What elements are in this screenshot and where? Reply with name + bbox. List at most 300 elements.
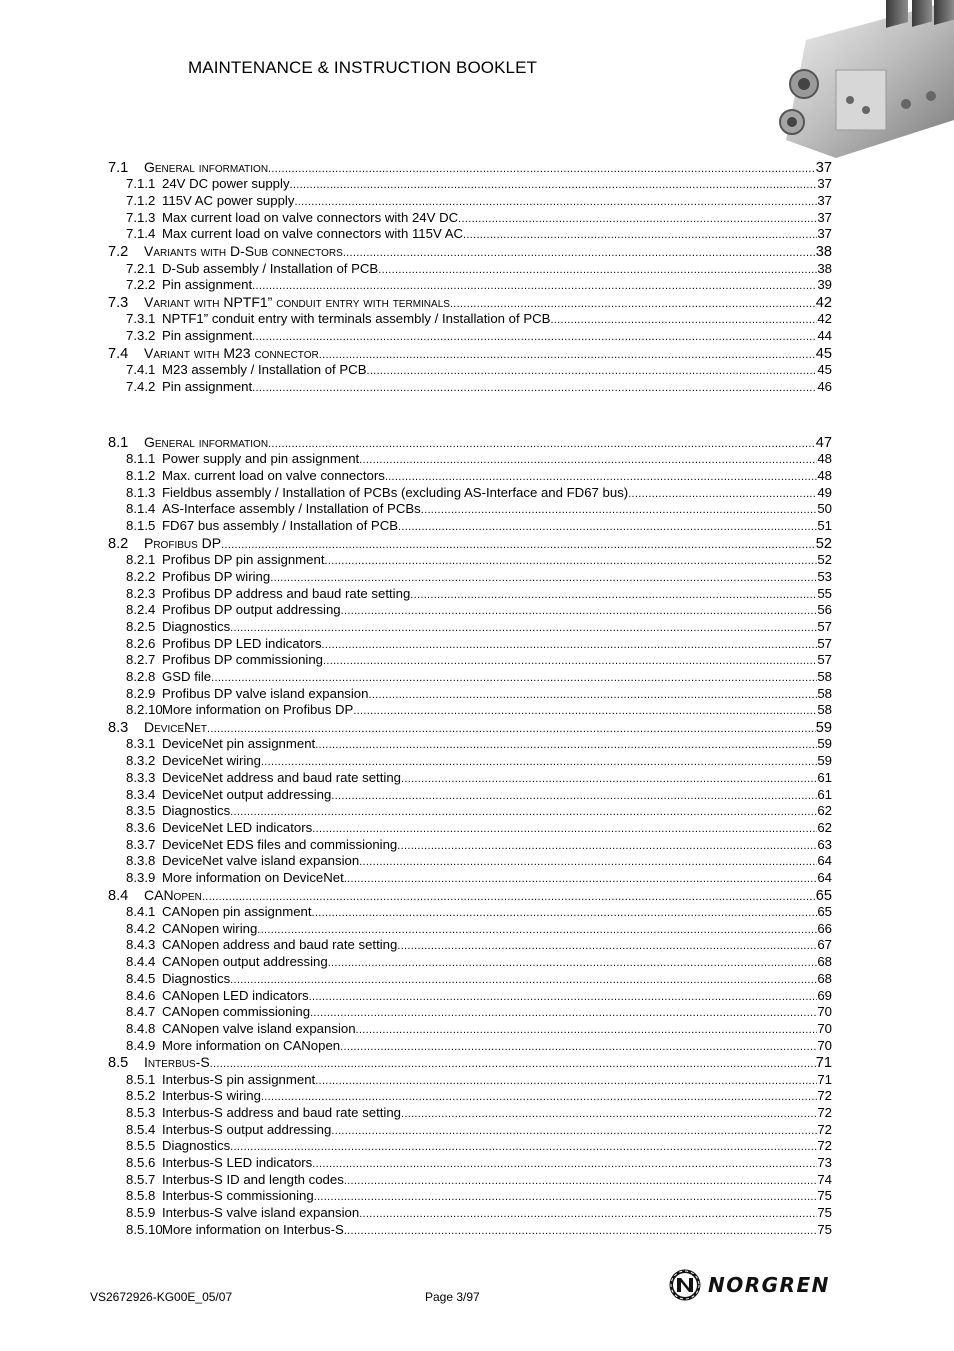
- toc-subsection-entry[interactable]: [108, 904, 832, 921]
- toc-dot-leader: [359, 1208, 817, 1220]
- toc-dot-leader: [344, 1175, 818, 1187]
- toc-dot-leader: [310, 1007, 817, 1019]
- toc-subsection-entry[interactable]: [108, 736, 832, 753]
- toc-subsection-entry[interactable]: [108, 226, 832, 243]
- toc-entry-page: 46: [817, 378, 832, 394]
- toc-entry-page: 45: [817, 362, 832, 378]
- toc-entry-page: 72: [817, 1138, 832, 1154]
- toc-entry-page: 73: [817, 1155, 832, 1171]
- toc-entry-title: DeviceNet pin assignment: [162, 736, 316, 752]
- toc-entry-number: 7.2.2: [126, 277, 156, 293]
- toc-entry-page: 63: [817, 836, 832, 852]
- toc-entry-page: 48: [817, 451, 832, 467]
- toc-entry-page: 52: [817, 552, 832, 568]
- toc-entry-page: 42: [817, 311, 832, 327]
- toc-dot-leader: [328, 957, 818, 969]
- toc-dot-leader: [312, 823, 817, 835]
- toc-subsection-entry[interactable]: [108, 176, 832, 193]
- toc-entry-number: 7.2.1: [126, 260, 156, 276]
- toc-entry-number: 8.4.1: [126, 904, 156, 920]
- toc-entry-number: 7.3.2: [126, 327, 156, 343]
- toc-section-entry[interactable]: [108, 434, 832, 451]
- toc-entry-title: General information: [144, 159, 269, 175]
- toc-dot-leader: [323, 655, 817, 667]
- toc-dot-leader: [270, 572, 817, 584]
- toc-dot-leader: [230, 1141, 817, 1153]
- toc-entry-title: Profibus DP address and baud rate setting: [162, 585, 411, 601]
- toc-entry-page: 58: [817, 669, 832, 685]
- toc-entry-page: 59: [817, 736, 832, 752]
- toc-entry-page: 75: [817, 1221, 832, 1237]
- toc-subsection-entry[interactable]: [108, 328, 832, 345]
- toc-section-entry[interactable]: [108, 719, 832, 736]
- toc-entry-number: 8.2.4: [126, 602, 156, 618]
- toc-entry-page: 69: [817, 987, 832, 1003]
- toc-dot-leader: [331, 790, 817, 802]
- toc-entry-number: 8.5.6: [126, 1155, 156, 1171]
- toc-entry-number: 8.5.3: [126, 1105, 156, 1121]
- toc-entry-title: DeviceNet: [144, 719, 208, 736]
- toc-dot-leader: [450, 298, 816, 310]
- toc-dot-leader: [315, 1075, 817, 1087]
- toc-dot-leader: [309, 991, 818, 1003]
- toc-entry-page: 75: [817, 1188, 832, 1204]
- toc-subsection-entry[interactable]: [108, 1188, 832, 1205]
- toc-entry-title: More information on Interbus-S: [162, 1221, 344, 1237]
- toc-entry-number: 8.5.7: [126, 1171, 156, 1187]
- toc-entry-number: 8.3.9: [126, 869, 156, 885]
- toc-entry-title: Interbus-S ID and length codes: [162, 1171, 344, 1187]
- toc-entry-number: 7.1.3: [126, 209, 156, 225]
- toc-subsection-entry[interactable]: [108, 1138, 832, 1155]
- toc-dot-leader: [322, 639, 818, 651]
- toc-dot-leader: [230, 974, 817, 986]
- toc-entry-title: Diagnostics: [162, 618, 231, 634]
- toc-subsection-entry[interactable]: [108, 971, 832, 988]
- toc-entry-title: Interbus-S wiring: [162, 1088, 261, 1104]
- toc-subsection-entry[interactable]: [108, 686, 832, 703]
- toc-entry-page: 48: [817, 468, 832, 484]
- toc-entry-title: GSD file: [162, 669, 212, 685]
- toc-entry-page: 58: [817, 702, 832, 718]
- toc-entry-page: 56: [817, 602, 832, 618]
- toc-entry-title: Max current load on valve connectors with 24V DC: [162, 209, 459, 225]
- toc-entry-page: 59: [815, 720, 832, 737]
- toc-dot-leader: [368, 689, 817, 701]
- toc-dot-leader: [550, 314, 817, 326]
- toc-subsection-entry[interactable]: [108, 837, 832, 854]
- toc-entry-page: 52: [815, 535, 832, 552]
- toc-entry-title: More information on DeviceNet: [162, 869, 344, 885]
- toc-dot-leader: [628, 488, 817, 500]
- toc-dot-leader: [261, 756, 817, 768]
- toc-entry-number: 7.1: [108, 160, 129, 176]
- toc-entry-page: 74: [817, 1171, 832, 1187]
- toc-entry-page: 64: [817, 853, 832, 869]
- toc-entry-number: 7.1.1: [126, 176, 156, 192]
- toc-entry-title: 24V DC power supply: [162, 176, 290, 192]
- toc-subsection-entry[interactable]: [108, 485, 832, 502]
- toc-entry-title: CANopen LED indicators: [162, 987, 309, 1003]
- document-code: VS2672926-KG00E_05/07: [90, 1290, 233, 1304]
- toc-dot-leader: [401, 773, 817, 785]
- toc-entry-page: 37: [817, 209, 832, 225]
- toc-entry-title: Profibus DP pin assignment: [162, 552, 325, 568]
- toc-dot-leader: [421, 504, 818, 516]
- toc-subsection-entry[interactable]: [108, 277, 832, 294]
- toc-subsection-entry[interactable]: [108, 669, 832, 686]
- toc-entry-number: 8.5: [108, 1055, 129, 1072]
- toc-section-entry[interactable]: [108, 243, 832, 260]
- toc-entry-title: Profibus DP output addressing: [162, 602, 341, 618]
- toc-entry-page: 68: [817, 954, 832, 970]
- toc-entry-title: DeviceNet LED indicators: [162, 819, 313, 835]
- toc-entry-number: 8.4.2: [126, 920, 156, 936]
- toc-entry-page: 75: [817, 1205, 832, 1221]
- toc-subsection-entry[interactable]: [108, 1072, 832, 1089]
- toc-entry-title: Diagnostics: [162, 1138, 231, 1154]
- toc-subsection-entry[interactable]: [108, 988, 832, 1005]
- toc-dot-leader: [221, 539, 816, 551]
- toc-entry-title: Diagnostics: [162, 803, 231, 819]
- toc-entry-page: 37: [815, 160, 832, 176]
- toc-subsection-entry[interactable]: [108, 870, 832, 887]
- toc-entry-number: 8.3.1: [126, 736, 156, 752]
- toc-dot-leader: [210, 1058, 816, 1070]
- toc-dot-leader: [401, 1108, 817, 1120]
- toc-dot-leader: [294, 196, 817, 208]
- toc-dot-leader: [207, 723, 816, 735]
- toc-dot-leader: [378, 264, 817, 276]
- toc-subsection-entry[interactable]: [108, 937, 832, 954]
- toc-entry-page: 72: [817, 1088, 832, 1104]
- toc-entry-title: Profibus DP wiring: [162, 568, 271, 584]
- toc-dot-leader: [315, 739, 817, 751]
- toc-entry-title: CANopen commissioning: [162, 1004, 311, 1020]
- toc-dot-leader: [202, 891, 816, 903]
- toc-entry-page: 62: [817, 803, 832, 819]
- toc-entry-page: 44: [817, 327, 832, 343]
- toc-entry-number: 8.3.2: [126, 753, 156, 769]
- toc-entry-page: 65: [815, 887, 832, 904]
- toc-subsection-entry[interactable]: [108, 787, 832, 804]
- toc-entry-page: 71: [817, 1071, 832, 1087]
- toc-subsection-entry[interactable]: [108, 193, 832, 210]
- toc-subsection-entry[interactable]: [108, 210, 832, 227]
- toc-entry-page: 68: [817, 970, 832, 986]
- toc-entry-number: 8.1.5: [126, 518, 156, 534]
- toc-entry-number: 8.3.5: [126, 803, 156, 819]
- toc-entry-title: CANopen wiring: [162, 920, 258, 936]
- brand-name: NORGREN: [708, 1273, 830, 1297]
- toc-entry-title: 115V AC power supply: [162, 193, 295, 209]
- toc-entry-page: 47: [815, 435, 832, 451]
- toc-section-entry[interactable]: [108, 1054, 832, 1071]
- toc-dot-leader: [252, 382, 817, 394]
- toc-dot-leader: [398, 521, 817, 533]
- toc-entry-number: 8.2.10: [126, 702, 163, 718]
- toc-dot-leader: [356, 1024, 818, 1036]
- toc-entry-number: 7.4.1: [126, 362, 156, 378]
- toc-entry-page: 59: [817, 753, 832, 769]
- toc-entry-number: 8.4.8: [126, 1020, 156, 1036]
- toc-subsection-entry[interactable]: [108, 1088, 832, 1105]
- toc-dot-leader: [458, 213, 817, 225]
- toc-entry-title: D-Sub assembly / Installation of PCB: [162, 260, 379, 276]
- toc-entry-number: 7.4: [108, 345, 129, 362]
- toc-entry-number: 8.3.6: [126, 819, 156, 835]
- toc-entry-title: Max. current load on valve connectors: [162, 468, 385, 484]
- toc-entry-number: 7.3: [108, 294, 129, 311]
- toc-entry-title: DeviceNet address and baud rate setting: [162, 769, 401, 785]
- page-number: Page 3/97: [425, 1290, 480, 1304]
- toc-subsection-entry[interactable]: [108, 702, 832, 719]
- toc-subsection-entry[interactable]: [108, 586, 832, 603]
- toc-entry-page: 38: [817, 260, 832, 276]
- toc-entry-page: 57: [817, 635, 832, 651]
- toc-entry-number: 8.2.8: [126, 669, 156, 685]
- toc-entry-page: 58: [817, 685, 832, 701]
- toc-entry-number: 8.1: [108, 435, 129, 451]
- toc-subsection-entry[interactable]: [108, 552, 832, 569]
- toc-subsection-entry[interactable]: [108, 362, 832, 379]
- toc-entry-number: 8.4.6: [126, 987, 156, 1003]
- toc-entry-page: 67: [817, 937, 832, 953]
- toc-entry-page: 50: [817, 501, 832, 517]
- toc-entry-title: More information on Profibus DP: [162, 702, 354, 718]
- toc-entry-title: Pin assignment: [162, 277, 253, 293]
- toc-subsection-entry[interactable]: [108, 451, 832, 468]
- toc-entry-page: 37: [817, 193, 832, 209]
- toc-entry-title: DeviceNet EDS files and commissioning: [162, 836, 398, 852]
- toc-dot-leader: [290, 179, 818, 191]
- toc-entry-page: 61: [817, 769, 832, 785]
- toc-subsection-entry[interactable]: [108, 820, 832, 837]
- toc-subsection-entry[interactable]: [108, 619, 832, 636]
- toc-subsection-entry[interactable]: [108, 803, 832, 820]
- toc-entry-title: Pin assignment: [162, 327, 253, 343]
- toc-subsection-entry[interactable]: [108, 652, 832, 669]
- toc-entry-number: 8.3.3: [126, 769, 156, 785]
- toc-dot-leader: [359, 856, 817, 868]
- toc-section-7: [108, 159, 832, 395]
- toc-entry-title: Interbus-S: [144, 1054, 210, 1071]
- toc-entry-title: Interbus-S output addressing: [162, 1121, 332, 1137]
- toc-entry-page: 37: [817, 176, 832, 192]
- brand-logo: [668, 1268, 830, 1302]
- toc-entry-number: 7.1.4: [126, 226, 156, 242]
- toc-subsection-entry[interactable]: [108, 569, 832, 586]
- toc-entry-number: 8.1.4: [126, 501, 156, 517]
- norgren-logo-icon: [668, 1268, 702, 1302]
- toc-entry-title: CANopen output addressing: [162, 954, 328, 970]
- toc-subsection-entry[interactable]: [108, 1122, 832, 1139]
- toc-entry-title: CANopen pin assignment: [162, 904, 312, 920]
- toc-entry-number: 7.4.2: [126, 378, 156, 394]
- toc-subsection-entry[interactable]: [108, 501, 832, 518]
- toc-entry-page: 39: [817, 277, 832, 293]
- valve-island-photo: [766, 0, 954, 158]
- toc-dot-leader: [257, 924, 817, 936]
- toc-entry-page: 65: [817, 904, 832, 920]
- toc-entry-page: 64: [817, 869, 832, 885]
- toc-dot-leader: [268, 438, 816, 450]
- toc-subsection-entry[interactable]: [108, 261, 832, 278]
- toc-dot-leader: [252, 331, 817, 343]
- toc-subsection-entry[interactable]: [108, 1021, 832, 1038]
- toc-entry-page: 72: [817, 1105, 832, 1121]
- toc-entry-page: 57: [817, 618, 832, 634]
- toc-entry-page: 37: [817, 226, 832, 242]
- toc-section-entry[interactable]: [108, 535, 832, 552]
- toc-dot-leader: [230, 806, 817, 818]
- toc-dot-leader: [385, 471, 817, 483]
- toc-dot-leader: [397, 940, 817, 952]
- toc-entry-page: 45: [815, 345, 832, 362]
- document-title: MAINTENANCE & INSTRUCTION BOOKLET: [188, 58, 538, 77]
- toc-entry-title: DeviceNet output addressing: [162, 786, 332, 802]
- toc-subsection-entry[interactable]: [108, 753, 832, 770]
- toc-subsection-entry[interactable]: [108, 311, 832, 328]
- toc-entry-number: 8.4.9: [126, 1037, 156, 1053]
- toc-entry-number: 8.5.8: [126, 1188, 156, 1204]
- toc-subsection-entry[interactable]: [108, 1172, 832, 1189]
- toc-entry-title: Power supply and pin assignment: [162, 451, 360, 467]
- toc-entry-number: 8.5.4: [126, 1121, 156, 1137]
- toc-dot-leader: [463, 229, 817, 241]
- toc-dot-leader: [353, 705, 817, 717]
- toc-entry-title: Interbus-S address and baud rate setting: [162, 1105, 401, 1121]
- toc-dot-leader: [325, 555, 818, 567]
- toc-subsection-entry[interactable]: [108, 602, 832, 619]
- toc-entry-title: Pin assignment: [162, 378, 253, 394]
- toc-entry-title: M23 assembly / Installation of PCB: [162, 362, 367, 378]
- toc-entry-title: Variants with D-Sub connectors: [144, 243, 343, 260]
- toc-subsection-entry[interactable]: [108, 1222, 832, 1239]
- toc-subsection-entry[interactable]: [108, 853, 832, 870]
- toc-entry-number: 8.3.7: [126, 836, 156, 852]
- toc-entry-title: Variant with M23 connector: [144, 344, 319, 361]
- toc-entry-title: Profibus DP: [144, 534, 222, 551]
- toc-section-entry[interactable]: [108, 294, 832, 311]
- toc-entry-number: 7.3.1: [126, 311, 156, 327]
- toc-entry-page: 70: [817, 1020, 832, 1036]
- toc-entry-page: 57: [817, 652, 832, 668]
- toc-entry-number: 8.1.3: [126, 484, 156, 500]
- toc-subsection-entry[interactable]: [108, 379, 832, 396]
- toc-entry-number: 8.4.4: [126, 954, 156, 970]
- toc-entry-number: 8.2.5: [126, 618, 156, 634]
- toc-entry-number: 8.4: [108, 887, 129, 904]
- toc-subsection-entry[interactable]: [108, 468, 832, 485]
- toc-dot-leader: [319, 349, 816, 361]
- toc-entry-title: DeviceNet wiring: [162, 753, 261, 769]
- toc-entry-title: CANopen address and baud rate setting: [162, 937, 398, 953]
- toc-section-8: [108, 434, 832, 1239]
- toc-entry-number: 7.1.2: [126, 193, 156, 209]
- toc-subsection-entry[interactable]: [108, 1004, 832, 1021]
- toc-entry-title: Variant with NPTF1” conduit entry with terminals: [144, 293, 450, 310]
- toc-entry-title: General information: [144, 434, 269, 450]
- toc-section-entry[interactable]: [108, 887, 832, 904]
- toc-dot-leader: [341, 605, 818, 617]
- toc-subsection-entry[interactable]: [108, 1038, 832, 1055]
- toc-subsection-entry[interactable]: [108, 1205, 832, 1222]
- toc-entry-number: 8.4.5: [126, 970, 156, 986]
- toc-entry-title: Profibus DP valve island expansion: [162, 685, 369, 701]
- toc-dot-leader: [211, 672, 817, 684]
- toc-entry-title: Interbus-S valve island expansion: [162, 1205, 360, 1221]
- toc-entry-number: 8.4.3: [126, 937, 156, 953]
- toc-dot-leader: [331, 1125, 817, 1137]
- toc-entry-number: 8.2.3: [126, 585, 156, 601]
- toc-entry-number: 8.2.7: [126, 652, 156, 668]
- toc-entry-number: 8.5.1: [126, 1071, 156, 1087]
- toc-dot-leader: [343, 247, 816, 259]
- toc-entry-title: Fieldbus assembly / Installation of PCBs (excluding AS-Interface and FD67 bus): [162, 484, 629, 500]
- toc-subsection-entry[interactable]: [108, 518, 832, 535]
- toc-entry-title: Diagnostics: [162, 970, 231, 986]
- toc-dot-leader: [252, 280, 817, 292]
- toc-entry-page: 66: [817, 920, 832, 936]
- toc-subsection-entry[interactable]: [108, 954, 832, 971]
- toc-entry-page: 38: [815, 244, 832, 261]
- toc-entry-title: CANopen valve island expansion: [162, 1020, 356, 1036]
- toc-entry-number: 7.2: [108, 244, 129, 261]
- toc-subsection-entry[interactable]: [108, 1105, 832, 1122]
- toc-entry-title: AS-Interface assembly / Installation of PCBs: [162, 501, 421, 517]
- toc-dot-leader: [344, 1225, 818, 1237]
- toc-dot-leader: [397, 840, 817, 852]
- toc-entry-page: 51: [817, 518, 832, 534]
- toc-subsection-entry[interactable]: [108, 921, 832, 938]
- toc-entry-title: NPTF1” conduit entry with terminals assembly / Installation of PCB: [162, 311, 551, 327]
- toc-entry-number: 8.4.7: [126, 1004, 156, 1020]
- toc-dot-leader: [312, 1158, 817, 1170]
- toc-entry-page: 53: [817, 568, 832, 584]
- toc-entry-title: Interbus-S pin assignment: [162, 1071, 316, 1087]
- toc-entry-title: FD67 bus assembly / Installation of PCB: [162, 518, 399, 534]
- toc-dot-leader: [312, 907, 818, 919]
- toc-entry-page: 62: [817, 819, 832, 835]
- toc-entry-number: 8.2.6: [126, 635, 156, 651]
- toc-section-entry[interactable]: [108, 159, 832, 176]
- toc-entry-title: Interbus-S commissioning: [162, 1188, 314, 1204]
- toc-entry-number: 8.2.2: [126, 568, 156, 584]
- toc-dot-leader: [340, 1041, 817, 1053]
- toc-entry-number: 8.2.9: [126, 685, 156, 701]
- toc-entry-title: More information on CANopen: [162, 1037, 341, 1053]
- toc-entry-number: 8.5.9: [126, 1205, 156, 1221]
- toc-dot-leader: [314, 1191, 818, 1203]
- toc-section-entry[interactable]: [108, 345, 832, 362]
- toc-subsection-entry[interactable]: [108, 770, 832, 787]
- toc-entry-page: 61: [817, 786, 832, 802]
- toc-entry-page: 70: [817, 1037, 832, 1053]
- toc-dot-leader: [367, 365, 818, 377]
- toc-dot-leader: [230, 622, 817, 634]
- toc-entry-number: 8.3.8: [126, 853, 156, 869]
- toc-entry-number: 8.2: [108, 535, 129, 552]
- toc-entry-title: Profibus DP commissioning: [162, 652, 323, 668]
- toc-subsection-entry[interactable]: [108, 636, 832, 653]
- toc-dot-leader: [410, 589, 817, 601]
- toc-entry-number: 8.5.10: [126, 1221, 163, 1237]
- toc-subsection-entry[interactable]: [108, 1155, 832, 1172]
- toc-entry-page: 42: [815, 294, 832, 311]
- toc-dot-leader: [359, 454, 817, 466]
- toc-entry-number: 8.1.2: [126, 468, 156, 484]
